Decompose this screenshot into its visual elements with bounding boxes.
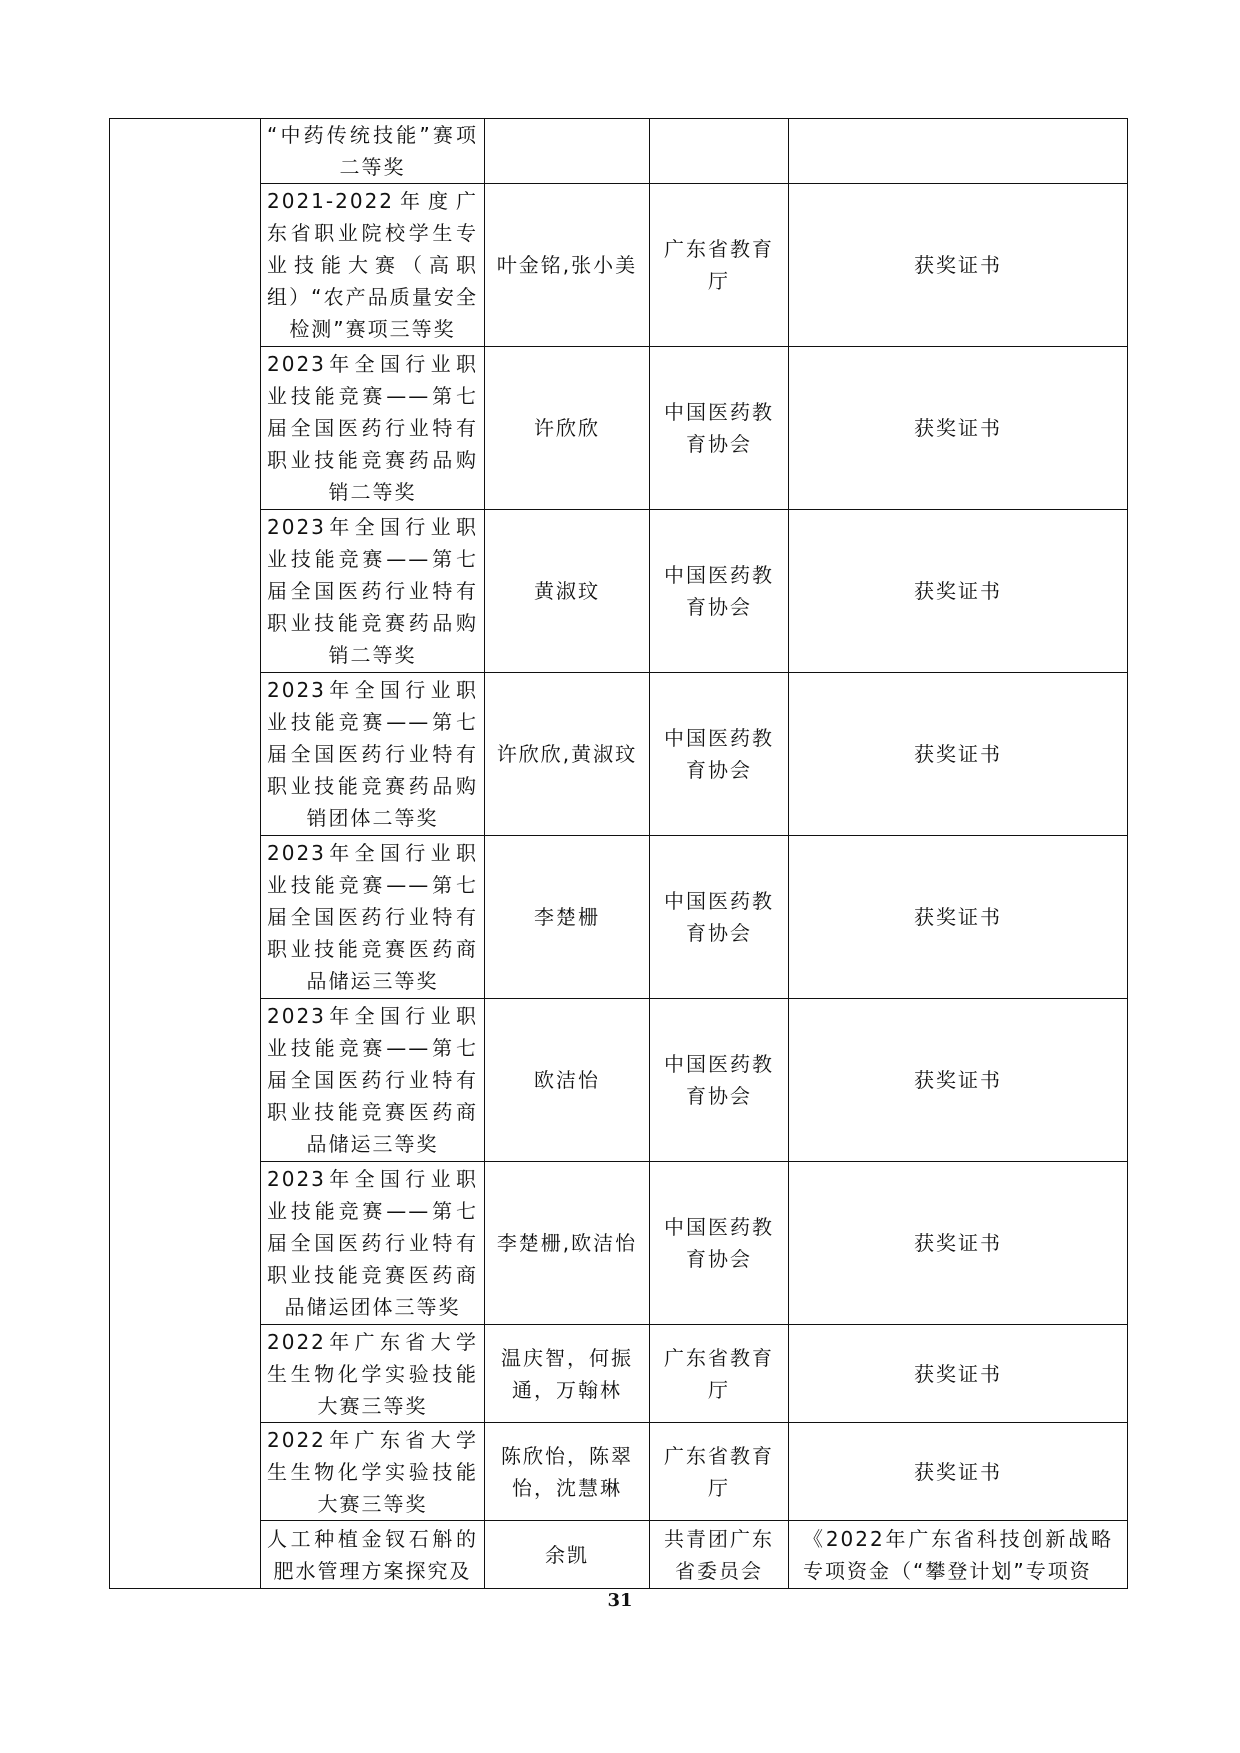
proof-cell: 《2022年广东省科技创新战略专项资金（“攀登计划”专项资 (789, 1521, 1128, 1589)
table-row (110, 999, 1128, 1162)
issuer-cell: 中国医药教育协会 (650, 836, 789, 999)
winners-cell: 李楚栅 (485, 836, 650, 999)
award-name-cell: 2022年广东省大学生生物化学实验技能大赛三等奖 (261, 1325, 485, 1423)
winners-cell (485, 119, 650, 184)
table-row (110, 1423, 1128, 1521)
table-row (110, 673, 1128, 836)
proof-cell: 获奖证书 (789, 1162, 1128, 1325)
proof-cell: 获奖证书 (789, 999, 1128, 1162)
winners-cell: 余凯 (485, 1521, 650, 1589)
award-name-cell: 2021-2022年度广东省职业院校学生专业技能大赛（高职组）“农产品质量安全检测”赛项三等奖 (261, 184, 485, 347)
table-row (110, 510, 1128, 673)
issuer-cell (650, 119, 789, 184)
winners-cell: 叶金铭,张小美 (485, 184, 650, 347)
proof-cell: 获奖证书 (789, 1423, 1128, 1521)
winners-cell: 黄淑玟 (485, 510, 650, 673)
award-name-cell: 2023年全国行业职业技能竞赛——第七届全国医药行业特有职业技能竞赛医药商品储运三等奖 (261, 999, 485, 1162)
table-row (110, 347, 1128, 510)
winners-cell: 温庆智，何振通，万翰林 (485, 1325, 650, 1423)
proof-cell: 获奖证书 (789, 510, 1128, 673)
issuer-cell: 中国医药教育协会 (650, 673, 789, 836)
table-row (110, 1521, 1128, 1589)
proof-cell: 获奖证书 (789, 347, 1128, 510)
proof-cell: 获奖证书 (789, 184, 1128, 347)
award-name-cell: 2023年全国行业职业技能竞赛——第七届全国医药行业特有职业技能竞赛医药商品储运团体三等奖 (261, 1162, 485, 1325)
award-table (109, 118, 1128, 1589)
table-row (110, 1162, 1128, 1325)
winners-cell: 李楚栅,欧洁怡 (485, 1162, 650, 1325)
table-row (110, 184, 1128, 347)
winners-cell: 许欣欣,黄淑玟 (485, 673, 650, 836)
proof-cell: 获奖证书 (789, 1325, 1128, 1423)
award-name-cell: 2023年全国行业职业技能竞赛——第七届全国医药行业特有职业技能竞赛药品购销团体二等奖 (261, 673, 485, 836)
proof-cell (789, 119, 1128, 184)
winners-cell: 欧洁怡 (485, 999, 650, 1162)
award-name-cell: “中药传统技能”赛项二等奖 (261, 119, 485, 184)
winners-cell: 陈欣怡，陈翠怡，沈慧琳 (485, 1423, 650, 1521)
proof-cell: 获奖证书 (789, 673, 1128, 836)
table-row (110, 119, 1128, 184)
issuer-cell: 中国医药教育协会 (650, 1162, 789, 1325)
award-name-cell: 2023年全国行业职业技能竞赛——第七届全国医药行业特有职业技能竞赛医药商品储运三等奖 (261, 836, 485, 999)
proof-cell: 获奖证书 (789, 836, 1128, 999)
award-name-cell: 2023年全国行业职业技能竞赛——第七届全国医药行业特有职业技能竞赛药品购销二等奖 (261, 510, 485, 673)
issuer-cell: 中国医药教育协会 (650, 347, 789, 510)
issuer-cell: 中国医药教育协会 (650, 999, 789, 1162)
award-name-cell: 2023年全国行业职业技能竞赛——第七届全国医药行业特有职业技能竞赛药品购销二等奖 (261, 347, 485, 510)
issuer-cell: 广东省教育厅 (650, 184, 789, 347)
table-row (110, 836, 1128, 999)
winners-cell: 许欣欣 (485, 347, 650, 510)
award-name-cell: 2022年广东省大学生生物化学实验技能大赛三等奖 (261, 1423, 485, 1521)
issuer-cell: 广东省教育厅 (650, 1423, 789, 1521)
issuer-cell: 中国医药教育协会 (650, 510, 789, 673)
award-name-cell: 人工种植金钗石斛的肥水管理方案探究及 (261, 1521, 485, 1589)
category-cell (110, 119, 261, 1589)
issuer-cell: 共青团广东省委员会 (650, 1521, 789, 1589)
issuer-cell: 广东省教育厅 (650, 1325, 789, 1423)
page-number: 31 (607, 1590, 633, 1611)
table-row (110, 1325, 1128, 1423)
